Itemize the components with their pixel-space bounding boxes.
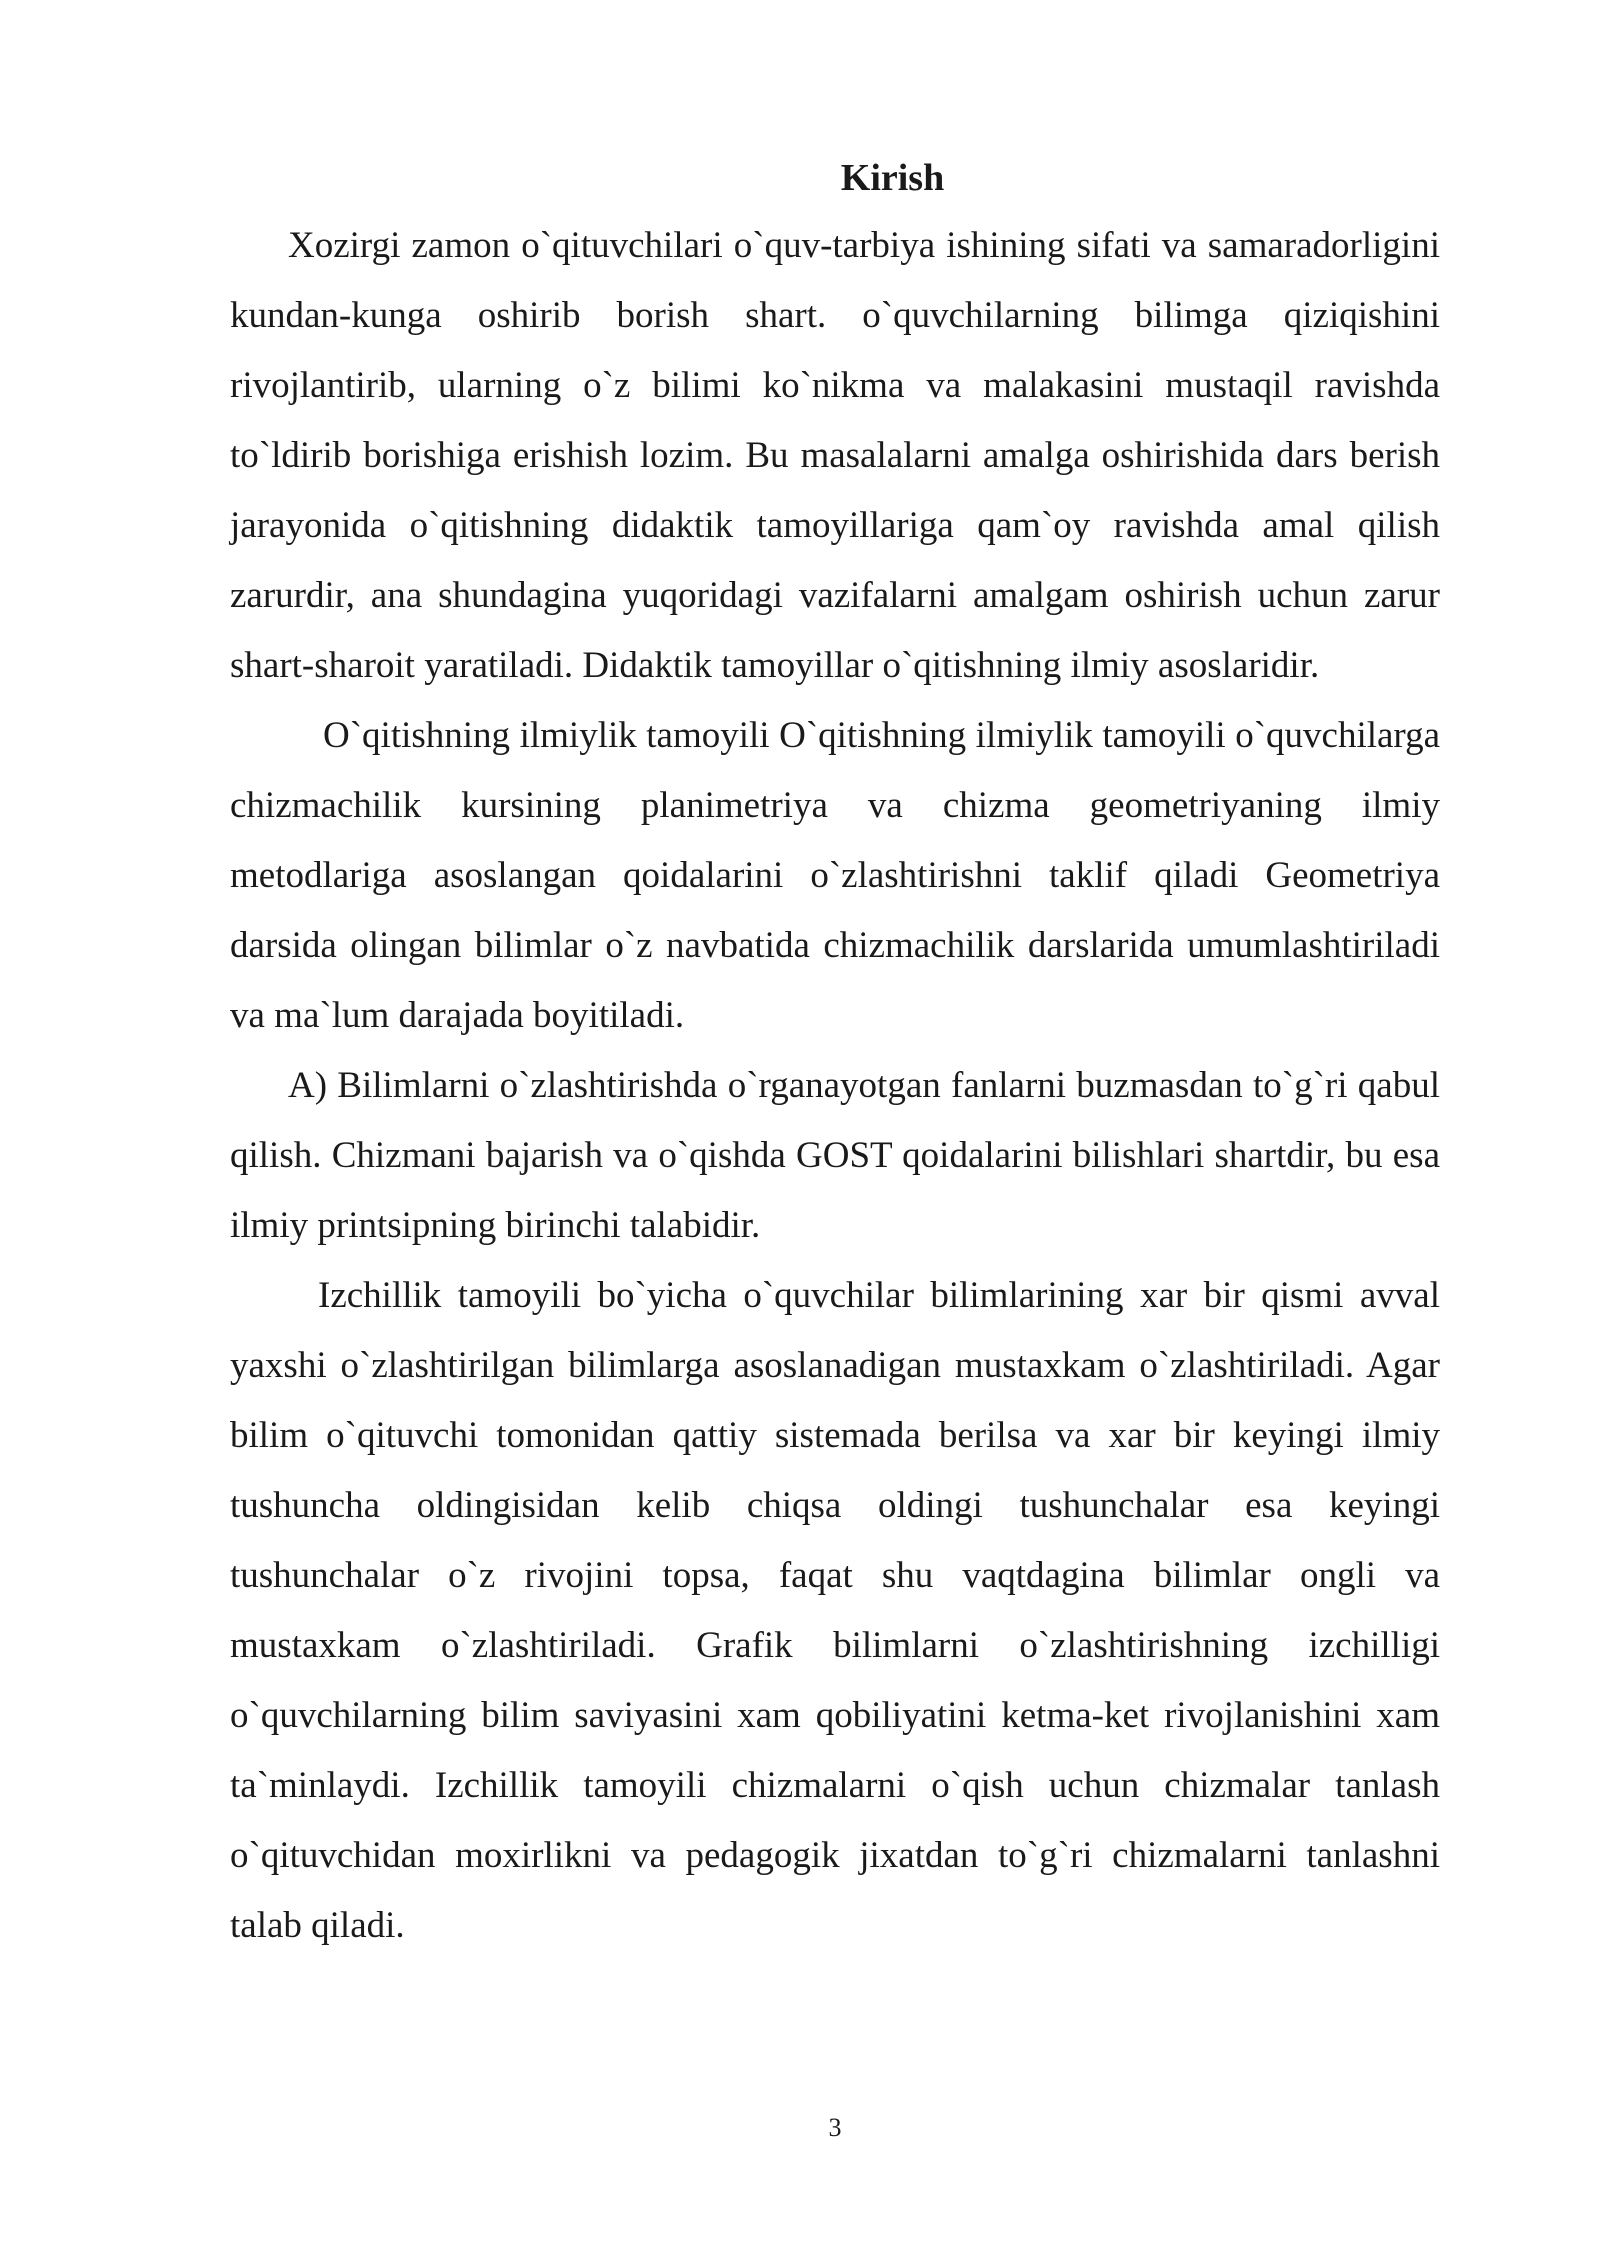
document-body xyxy=(230,145,1440,1961)
paragraph-consistency-principle: Izchillik tamoyili bo`yicha o`quvchilar bilimlarining xar bir qismi avval yaxshi o`zlashtirilgan bilimlarga asoslanadigan mustaxkam o`zlashtiriladi. Agar bilim o`qituvchi tomonidan qattiy sistemada berilsa va xar bir keyingi ilmiy tushuncha oldingisidan kelib chiqsa oldingi tushunchalar esa keyingi tushunchalar o`z rivojini topsa, faqat shu vaqtdagina bilimlar ongli va mustaxkam o`zlashtiriladi. Grafik bilimlarni o`zlashtirishning izchilligi o`quvchilarning bilim saviyasini xam qobiliyatini ketma-ket rivojlanishini xam ta`minlaydi. Izchillik tamoyili chizmalarni o`qish uchun chizmalar tanlash o`qituvchidan moxirlikni va pedagogik jixatdan to`g`ri chizmalarni tanlashni talab qiladi. xyxy=(230,1275,1440,1946)
paragraph-point-a: A) Bilimlarni o`zlashtirishda o`rganayotgan fanlarni buzmasdan to`g`ri qabul qilish. Chizmani bajarish va o`qishda GOST qoidalarini bilishlari shartdir, bu esa ilmiy printsipning birinchi talabidir. xyxy=(230,1065,1440,1246)
page-number: 3 xyxy=(828,2113,842,2142)
paragraph-intro: Xozirgi zamon o`qituvchilari o`quv-tarbiya ishining sifati va samaradorligini kundan-kunga oshirib borish shart. o`quvchilarning bilimga qiziqishini rivojlantirib, ularning o`z bilimi ko`nikma va malakasini mustaqil ravishda to`ldirib borishiga erishish lozim. Bu masalalarni amalga oshirishida dars berish jarayonida o`qitishning didaktik tamoyillariga qam`oy ravishda amal qilish zarurdir, ana shundagina yuqoridagi vazifalarni amalgam oshirish uchun zarur shart-sharoit yaratiladi. Didaktik tamoyillar o`qitishning ilmiy asoslaridir. xyxy=(230,225,1440,686)
page-title: Kirish xyxy=(840,157,945,199)
paragraph-scientific-principle: O`qitishning ilmiylik tamoyili O`qitishning ilmiylik tamoyili o`quvchilarga chizmachilik kursining planimetriya va chizma geometriyaning ilmiy metodlariga asoslangan qoidalarini o`zlashtirishni taklif qiladi Geometriya darsida olingan bilimlar o`z navbatida chizmachilik darslarida umumlashtiriladi va ma`lum darajada boyitiladi. xyxy=(230,715,1440,1036)
